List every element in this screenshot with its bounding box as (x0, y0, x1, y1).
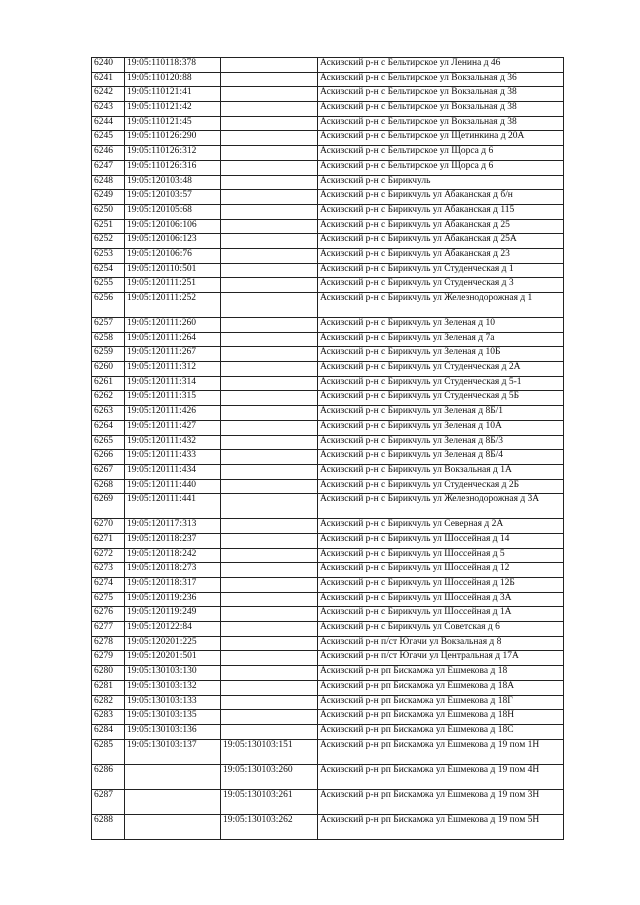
address-cell: Аскизский р-н с Бирикчуль ул Зеленая д 8Б/1 (318, 406, 564, 421)
address-cell: Аскизский р-н с Бирикчуль ул Советская д 6 (318, 622, 564, 637)
row-number-cell: 6260 (92, 362, 125, 377)
address-cell: Аскизский р-н рп Бискамжа ул Ешмекова д 19 пом 3Н (318, 789, 564, 814)
cadastral-number-cell: 19:05:120103:57 (125, 190, 221, 205)
address-cell: Аскизский р-н п/ст Югачи ул Вокзальная д 8 (318, 636, 564, 651)
row-number-cell: 6284 (92, 724, 125, 739)
row-number-cell: 6254 (92, 263, 125, 278)
address-cell: Аскизский р-н с Бирикчуль ул Железнодорожная д 1 (318, 293, 564, 318)
table-row (92, 406, 564, 421)
row-number-cell: 6244 (92, 116, 125, 131)
sub-cadastral-number-cell (221, 592, 318, 607)
row-number-cell: 6267 (92, 464, 125, 479)
table-row (92, 435, 564, 450)
cadastral-number-cell: 19:05:120110:501 (125, 263, 221, 278)
cadastral-number-cell: 19:05:120111:264 (125, 332, 221, 347)
sub-cadastral-number-cell: 19:05:130103:260 (221, 764, 318, 789)
address-cell: Аскизский р-н с Бельтирское ул Вокзальная д 38 (318, 116, 564, 131)
sub-cadastral-number-cell (221, 376, 318, 391)
table-row (92, 87, 564, 102)
sub-cadastral-number-cell (221, 519, 318, 534)
cadastral-number-cell: 19:05:120119:249 (125, 607, 221, 622)
table-row (92, 347, 564, 362)
cadastral-number-cell: 19:05:120118:237 (125, 533, 221, 548)
row-number-cell: 6259 (92, 347, 125, 362)
cadastral-number-cell: 19:05:130103:135 (125, 710, 221, 725)
sub-cadastral-number-cell (221, 450, 318, 465)
address-cell: Аскизский р-н с Бельтирское ул Щетинкина д 20А (318, 131, 564, 146)
table-row (92, 695, 564, 710)
table-row (92, 293, 564, 318)
address-cell: Аскизский р-н с Бирикчуль ул Студенческая д 5-1 (318, 376, 564, 391)
address-cell: Аскизский р-н с Бельтирское ул Ленина д 46 (318, 58, 564, 73)
table-row (92, 116, 564, 131)
table-row (92, 607, 564, 622)
address-cell: Аскизский р-н с Бирикчуль ул Студенческая д 3 (318, 278, 564, 293)
table-row (92, 789, 564, 814)
address-cell: Аскизский р-н с Бирикчуль ул Зеленая д 8Б/4 (318, 450, 564, 465)
sub-cadastral-number-cell: 19:05:130103:261 (221, 789, 318, 814)
sub-cadastral-number-cell (221, 248, 318, 263)
row-number-cell: 6277 (92, 622, 125, 637)
sub-cadastral-number-cell (221, 58, 318, 73)
cadastral-number-cell: 19:05:120111:432 (125, 435, 221, 450)
sub-cadastral-number-cell (221, 435, 318, 450)
address-cell: Аскизский р-н с Бирикчуль ул Абаканская д 115 (318, 204, 564, 219)
cadastral-number-cell (125, 764, 221, 789)
sub-cadastral-number-cell (221, 175, 318, 190)
cadastral-number-cell: 19:05:120111:441 (125, 494, 221, 519)
address-cell: Аскизский р-н с Бирикчуль ул Шоссейная д 12 (318, 563, 564, 578)
cadastral-number-cell: 19:05:130103:130 (125, 666, 221, 681)
row-number-cell: 6268 (92, 479, 125, 494)
sub-cadastral-number-cell: 19:05:130103:151 (221, 739, 318, 764)
cadastral-number-cell: 19:05:110118:378 (125, 58, 221, 73)
cadastral-number-cell: 19:05:120122:84 (125, 622, 221, 637)
sub-cadastral-number-cell (221, 406, 318, 421)
cadastral-number-cell: 19:05:120118:242 (125, 548, 221, 563)
cadastral-number-cell: 19:05:120105:68 (125, 204, 221, 219)
sub-cadastral-number-cell (221, 347, 318, 362)
sub-cadastral-number-cell: 19:05:130103:262 (221, 814, 318, 839)
address-cell: Аскизский р-н с Бирикчуль ул Северная д 2А (318, 519, 564, 534)
cadastral-number-cell: 19:05:120111:251 (125, 278, 221, 293)
cadastral-number-cell: 19:05:110126:290 (125, 131, 221, 146)
sub-cadastral-number-cell (221, 293, 318, 318)
sub-cadastral-number-cell (221, 263, 318, 278)
address-cell: Аскизский р-н с Бирикчуль ул Зеленая д 7а (318, 332, 564, 347)
table-row (92, 362, 564, 377)
row-number-cell: 6253 (92, 248, 125, 263)
sub-cadastral-number-cell (221, 234, 318, 249)
cadastral-number-cell: 19:05:120118:273 (125, 563, 221, 578)
row-number-cell: 6278 (92, 636, 125, 651)
sub-cadastral-number-cell (221, 219, 318, 234)
table-row (92, 494, 564, 519)
row-number-cell: 6249 (92, 190, 125, 205)
sub-cadastral-number-cell (221, 724, 318, 739)
sub-cadastral-number-cell (221, 318, 318, 333)
row-number-cell: 6288 (92, 814, 125, 839)
sub-cadastral-number-cell (221, 146, 318, 161)
sub-cadastral-number-cell (221, 420, 318, 435)
table-row (92, 318, 564, 333)
sub-cadastral-number-cell (221, 710, 318, 725)
sub-cadastral-number-cell (221, 636, 318, 651)
sub-cadastral-number-cell (221, 116, 318, 131)
row-number-cell: 6256 (92, 293, 125, 318)
cadastral-number-cell: 19:05:120111:267 (125, 347, 221, 362)
table-row (92, 548, 564, 563)
sub-cadastral-number-cell (221, 391, 318, 406)
cadastral-number-cell: 19:05:130103:136 (125, 724, 221, 739)
row-number-cell: 6243 (92, 102, 125, 117)
sub-cadastral-number-cell (221, 72, 318, 87)
row-number-cell: 6262 (92, 391, 125, 406)
cadastral-number-cell: 19:05:120111:433 (125, 450, 221, 465)
table-row (92, 102, 564, 117)
address-cell: Аскизский р-н с Бирикчуль ул Шоссейная д 12Б (318, 578, 564, 593)
address-cell: Аскизский р-н с Бирикчуль ул Абаканская д 25 (318, 219, 564, 234)
table-row (92, 332, 564, 347)
row-number-cell: 6247 (92, 160, 125, 175)
table-row (92, 814, 564, 839)
cadastral-number-cell: 19:05:120106:76 (125, 248, 221, 263)
address-cell: Аскизский р-н с Бирикчуль ул Абаканская д б/н (318, 190, 564, 205)
sub-cadastral-number-cell (221, 87, 318, 102)
table-row (92, 739, 564, 764)
table-row (92, 651, 564, 666)
table-row (92, 464, 564, 479)
table-row (92, 578, 564, 593)
table-row (92, 376, 564, 391)
cadastral-number-cell: 19:05:120106:123 (125, 234, 221, 249)
table-row (92, 622, 564, 637)
row-number-cell: 6261 (92, 376, 125, 391)
cadastral-number-cell: 19:05:130103:132 (125, 680, 221, 695)
address-cell: Аскизский р-н с Бирикчуль ул Шоссейная д 14 (318, 533, 564, 548)
cadastral-number-cell: 19:05:120111:427 (125, 420, 221, 435)
address-cell: Аскизский р-н с Бирикчуль ул Студенческая д 1 (318, 263, 564, 278)
table-row (92, 219, 564, 234)
sub-cadastral-number-cell (221, 494, 318, 519)
table-row (92, 563, 564, 578)
row-number-cell: 6240 (92, 58, 125, 73)
address-cell: Аскизский р-н с Бирикчуль ул Зеленая д 10А (318, 420, 564, 435)
cadastral-number-cell: 19:05:110126:312 (125, 146, 221, 161)
sub-cadastral-number-cell (221, 332, 318, 347)
registry-table-body (92, 58, 564, 840)
cadastral-number-cell: 19:05:120106:106 (125, 219, 221, 234)
row-number-cell: 6287 (92, 789, 125, 814)
address-cell: Аскизский р-н рп Бискамжа ул Ешмекова д 19 пом 1Н (318, 739, 564, 764)
row-number-cell: 6246 (92, 146, 125, 161)
row-number-cell: 6281 (92, 680, 125, 695)
row-number-cell: 6276 (92, 607, 125, 622)
row-number-cell: 6257 (92, 318, 125, 333)
row-number-cell: 6275 (92, 592, 125, 607)
address-cell: Аскизский р-н с Бирикчуль (318, 175, 564, 190)
cadastral-number-cell: 19:05:120119:236 (125, 592, 221, 607)
row-number-cell: 6263 (92, 406, 125, 421)
row-number-cell: 6273 (92, 563, 125, 578)
table-row (92, 450, 564, 465)
row-number-cell: 6286 (92, 764, 125, 789)
cadastral-number-cell: 19:05:110121:41 (125, 87, 221, 102)
row-number-cell: 6266 (92, 450, 125, 465)
row-number-cell: 6282 (92, 695, 125, 710)
row-number-cell: 6269 (92, 494, 125, 519)
property-registry-table (91, 57, 564, 840)
address-cell: Аскизский р-н с Бирикчуль ул Шоссейная д 3А (318, 592, 564, 607)
cadastral-number-cell: 19:05:130103:133 (125, 695, 221, 710)
table-row (92, 592, 564, 607)
cadastral-number-cell: 19:05:130103:137 (125, 739, 221, 764)
address-cell: Аскизский р-н с Бирикчуль ул Абаканская д 23 (318, 248, 564, 263)
table-row (92, 636, 564, 651)
cadastral-number-cell: 19:05:110120:88 (125, 72, 221, 87)
row-number-cell: 6280 (92, 666, 125, 681)
sub-cadastral-number-cell (221, 680, 318, 695)
table-row (92, 724, 564, 739)
row-number-cell: 6279 (92, 651, 125, 666)
address-cell: Аскизский р-н рп Бискамжа ул Ешмекова д 18 (318, 666, 564, 681)
address-cell: Аскизский р-н с Бирикчуль ул Зеленая д 10 (318, 318, 564, 333)
table-row (92, 680, 564, 695)
sub-cadastral-number-cell (221, 622, 318, 637)
row-number-cell: 6258 (92, 332, 125, 347)
table-row (92, 710, 564, 725)
sub-cadastral-number-cell (221, 666, 318, 681)
table-row (92, 175, 564, 190)
cadastral-number-cell: 19:05:120111:315 (125, 391, 221, 406)
address-cell: Аскизский р-н с Бирикчуль ул Шоссейная д 5 (318, 548, 564, 563)
cadastral-number-cell: 19:05:120111:440 (125, 479, 221, 494)
table-row (92, 234, 564, 249)
address-cell: Аскизский р-н с Бирикчуль ул Студенческая д 2Б (318, 479, 564, 494)
table-row (92, 666, 564, 681)
sub-cadastral-number-cell (221, 578, 318, 593)
table-row (92, 204, 564, 219)
sub-cadastral-number-cell (221, 548, 318, 563)
row-number-cell: 6265 (92, 435, 125, 450)
address-cell: Аскизский р-н рп Бискамжа ул Ешмекова д 18С (318, 724, 564, 739)
row-number-cell: 6248 (92, 175, 125, 190)
sub-cadastral-number-cell (221, 362, 318, 377)
table-row (92, 391, 564, 406)
sub-cadastral-number-cell (221, 160, 318, 175)
table-row (92, 479, 564, 494)
address-cell: Аскизский р-н с Бельтирское ул Вокзальная д 36 (318, 72, 564, 87)
sub-cadastral-number-cell (221, 464, 318, 479)
sub-cadastral-number-cell (221, 278, 318, 293)
cadastral-number-cell: 19:05:120103:48 (125, 175, 221, 190)
address-cell: Аскизский р-н п/ст Югачи ул Центральная д 17А (318, 651, 564, 666)
row-number-cell: 6271 (92, 533, 125, 548)
cadastral-number-cell: 19:05:120111:312 (125, 362, 221, 377)
row-number-cell: 6255 (92, 278, 125, 293)
row-number-cell: 6270 (92, 519, 125, 534)
table-row (92, 533, 564, 548)
cadastral-number-cell: 19:05:120118:317 (125, 578, 221, 593)
table-row (92, 248, 564, 263)
table-row (92, 278, 564, 293)
sub-cadastral-number-cell (221, 533, 318, 548)
sub-cadastral-number-cell (221, 607, 318, 622)
address-cell: Аскизский р-н рп Бискамжа ул Ешмекова д 18Н (318, 710, 564, 725)
row-number-cell: 6251 (92, 219, 125, 234)
table-row (92, 190, 564, 205)
sub-cadastral-number-cell (221, 695, 318, 710)
cadastral-number-cell (125, 814, 221, 839)
sub-cadastral-number-cell (221, 204, 318, 219)
cadastral-number-cell: 19:05:120111:260 (125, 318, 221, 333)
sub-cadastral-number-cell (221, 563, 318, 578)
table-row (92, 420, 564, 435)
address-cell: Аскизский р-н с Бирикчуль ул Студенческая д 2А (318, 362, 564, 377)
address-cell: Аскизский р-н с Бельтирское ул Щорса д 6 (318, 146, 564, 161)
address-cell: Аскизский р-н с Бирикчуль ул Абаканская д 25А (318, 234, 564, 249)
table-row (92, 764, 564, 789)
cadastral-number-cell: 19:05:120111:434 (125, 464, 221, 479)
sub-cadastral-number-cell (221, 651, 318, 666)
address-cell: Аскизский р-н рп Бискамжа ул Ешмекова д 18Г (318, 695, 564, 710)
cadastral-number-cell: 19:05:110126:316 (125, 160, 221, 175)
table-row (92, 263, 564, 278)
address-cell: Аскизский р-н с Бирикчуль ул Зеленая д 10Б (318, 347, 564, 362)
row-number-cell: 6272 (92, 548, 125, 563)
address-cell: Аскизский р-н с Бирикчуль ул Шоссейная д 1А (318, 607, 564, 622)
row-number-cell: 6241 (92, 72, 125, 87)
address-cell: Аскизский р-н с Бирикчуль ул Студенческая д 5Б (318, 391, 564, 406)
sub-cadastral-number-cell (221, 479, 318, 494)
cadastral-number-cell: 19:05:120111:314 (125, 376, 221, 391)
cadastral-number-cell: 19:05:120201:501 (125, 651, 221, 666)
cadastral-number-cell (125, 789, 221, 814)
cadastral-number-cell: 19:05:120117:313 (125, 519, 221, 534)
row-number-cell: 6245 (92, 131, 125, 146)
sub-cadastral-number-cell (221, 190, 318, 205)
row-number-cell: 6250 (92, 204, 125, 219)
table-row (92, 160, 564, 175)
row-number-cell: 6252 (92, 234, 125, 249)
cadastral-number-cell: 19:05:110121:45 (125, 116, 221, 131)
table-row (92, 131, 564, 146)
row-number-cell: 6285 (92, 739, 125, 764)
cadastral-number-cell: 19:05:120111:426 (125, 406, 221, 421)
table-row (92, 58, 564, 73)
row-number-cell: 6283 (92, 710, 125, 725)
table-row (92, 72, 564, 87)
address-cell: Аскизский р-н с Бельтирское ул Вокзальная д 38 (318, 102, 564, 117)
address-cell: Аскизский р-н с Бельтирское ул Вокзальная д 38 (318, 87, 564, 102)
row-number-cell: 6264 (92, 420, 125, 435)
table-row (92, 519, 564, 534)
address-cell: Аскизский р-н с Бирикчуль ул Зеленая д 8Б/3 (318, 435, 564, 450)
cadastral-number-cell: 19:05:120201:225 (125, 636, 221, 651)
address-cell: Аскизский р-н с Бирикчуль ул Железнодорожная д 3А (318, 494, 564, 519)
cadastral-number-cell: 19:05:110121:42 (125, 102, 221, 117)
row-number-cell: 6242 (92, 87, 125, 102)
table-row (92, 146, 564, 161)
cadastral-number-cell: 19:05:120111:252 (125, 293, 221, 318)
row-number-cell: 6274 (92, 578, 125, 593)
address-cell: Аскизский р-н с Бельтирское ул Щорса д 6 (318, 160, 564, 175)
sub-cadastral-number-cell (221, 131, 318, 146)
sub-cadastral-number-cell (221, 102, 318, 117)
address-cell: Аскизский р-н рп Бискамжа ул Ешмекова д 19 пом 4Н (318, 764, 564, 789)
address-cell: Аскизский р-н рп Бискамжа ул Ешмекова д 18А (318, 680, 564, 695)
address-cell: Аскизский р-н с Бирикчуль ул Вокзальная д 1А (318, 464, 564, 479)
address-cell: Аскизский р-н рп Бискамжа ул Ешмекова д 19 пом 5Н (318, 814, 564, 839)
